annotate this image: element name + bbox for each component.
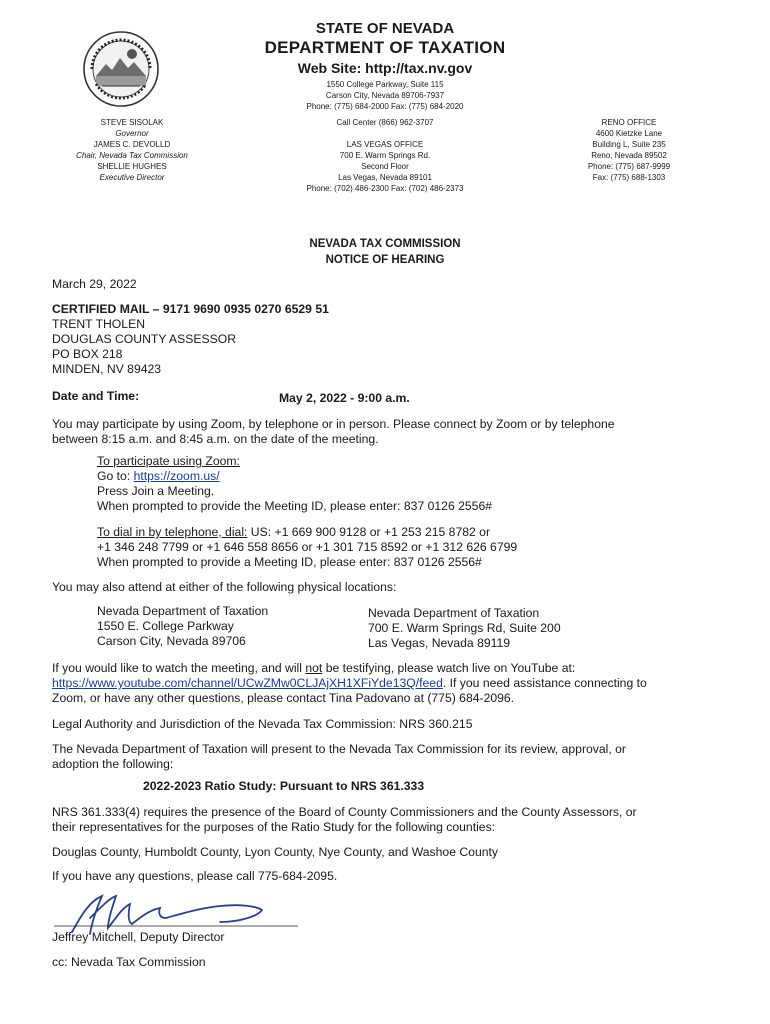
phone-instructions [97,525,517,570]
office-label: RENO OFFICE [601,118,657,127]
youtube-line-2 [52,676,732,691]
department-name: DEPARTMENT OF TAXATION [264,38,506,57]
location-line: Nevada Department of Taxation [368,606,540,620]
text-segment: . If you need assistance connecting to [442,676,647,690]
youtube-link[interactable]: https://www.youtube.com/channel/UCwZMw0CLJAjXH1XFiYde13Q/feed [52,676,443,690]
official-name: STEVE SISOLAK [100,118,164,127]
location-las-vegas [368,606,561,651]
datetime-value: May 2, 2022 - 9:00 a.m. [279,391,410,405]
office-line: 700 E. Warm Springs Rd. [339,151,431,160]
location-line: Las Vegas, Nevada 89119 [368,636,511,650]
letter-date: March 29, 2022 [52,277,137,291]
location-line: 1550 E. College Parkway [97,619,234,633]
official-title: Chair, Nevada Tax Commission [76,151,188,160]
recipient-city: MINDEN, NV 89423 [52,362,162,376]
office-fax: Fax: (775) 688-1303 [592,173,666,182]
zoom-link[interactable]: https://zoom.us/ [133,469,220,483]
recipient-org: DOUGLAS COUNTY ASSESSOR [52,332,236,346]
participation-line: You may participate by using Zoom, by telephone or in person. Please connect by Zoom or by telephone [52,417,615,431]
official-name: SHELLIE HUGHES [97,162,167,171]
office-line: Second Floor [361,162,409,171]
text-segment: If you would like to watch the meeting, and will [52,661,306,675]
zoom-prompt: When prompted to provide the Meeting ID, please enter: 837 0126 2556# [97,499,492,513]
cc-line: cc: Nevada Tax Commission [52,955,206,969]
office-line: 4600 Kietzke Lane [595,129,663,138]
ratio-study-title: 2022-2023 Ratio Study: Pursuant to NRS 361.333 [143,779,425,793]
nrs-line: NRS 361.333(4) requires the presence of the Board of County Commissioners and the County Assessors, or [52,805,637,819]
phone-numbers: US: +1 669 900 9128 or +1 253 215 8782 or [247,525,491,539]
text-segment: be testifying, please watch live on YouTube at: [322,661,576,675]
main-address-1: 1550 College Parkway, Suite 115 [326,80,444,89]
phone-heading: To dial in by telephone, dial: [97,525,248,539]
notice-subtitle: NOTICE OF HEARING [325,254,445,266]
signer-name: Jeffrey Mitchell, Deputy Director [52,930,225,944]
youtube-line-1 [52,661,732,676]
present-line: The Nevada Department of Taxation will present to the Nevada Tax Commission for its review, approval, or [52,742,626,756]
reno-office [574,117,684,183]
office-line: Las Vegas, Nevada 89101 [338,173,432,182]
youtube-text [52,661,732,706]
notice-title: NEVADA TAX COMMISSION [309,238,461,250]
recipient-box: PO BOX 218 [52,347,123,361]
locations-intro: You may also attend at either of the following physical locations: [52,580,397,594]
zoom-press: Press Join a Meeting. [97,484,215,498]
certified-mail: CERTIFIED MAIL – 9171 9690 0935 0270 6529 51 [52,302,329,316]
official-title: Executive Director [99,173,165,182]
location-line: Carson City, Nevada 89706 [97,634,246,648]
recipient-name: TRENT THOLEN [52,317,146,331]
goto-label: Go to: [97,469,134,483]
location-line: Nevada Department of Taxation [97,604,269,618]
phone-line-3: When prompted to provide a Meeting ID, please enter: 837 0126 2556# [97,555,482,569]
main-address-2: Carson City, Nevada 89706-7937 [325,91,445,100]
website: Web Site: http://tax.nv.gov [297,60,473,76]
official-title: Governor [115,129,149,138]
datetime-label: Date and Time: [52,389,140,403]
questions-text: If you have any questions, please call 775-684-2095. [52,869,338,883]
zoom-instructions [97,454,492,514]
office-phone: Phone: (775) 687-9999 [587,162,671,171]
office-line: Building L, Suite 235 [592,140,666,149]
zoom-goto [97,469,492,484]
main-phone: Phone: (775) 684-2000 Fax: (775) 684-2020 [306,102,464,111]
nrs-line: their representatives for the purposes of the Ratio Study for the following counties: [52,820,496,834]
phone-line-1 [97,525,517,540]
state-name: STATE OF NEVADA [315,20,455,37]
office-line: Reno, Nevada 89502 [591,151,667,160]
office-label: LAS VEGAS OFFICE [346,140,424,149]
location-carson-city [97,604,268,649]
present-line: adoption the following: [52,757,174,771]
youtube-line-3: Zoom, or have any other questions, please contact Tina Padovano at (775) 684-2096. [52,691,515,705]
not-emphasis: not [305,661,323,675]
participation-text [52,417,615,447]
phone-line-2: +1 346 248 7799 or +1 646 558 8656 or +1 301 715 8592 or +1 312 626 6799 [97,540,518,554]
zoom-heading: To participate using Zoom: [97,454,240,468]
office-phone: Phone: (702) 486-2300 Fax: (702) 486-2373 [306,184,464,193]
official-name: JAMES C. DEVOLLD [93,140,171,149]
recipient-block [52,302,329,377]
counties-list: Douglas County, Humboldt County, Lyon County, Nye County, and Washoe County [52,845,498,859]
location-line: 700 E. Warm Springs Rd, Suite 200 [368,621,561,635]
nrs-text [52,805,637,835]
call-center: Call Center (866) 962-3707 [336,118,434,127]
participation-line: between 8:15 a.m. and 8:45 a.m. on the date of the meeting. [52,432,379,446]
present-text [52,742,626,772]
legal-authority: Legal Authority and Jurisdiction of the Nevada Tax Commission: NRS 360.215 [52,717,473,731]
